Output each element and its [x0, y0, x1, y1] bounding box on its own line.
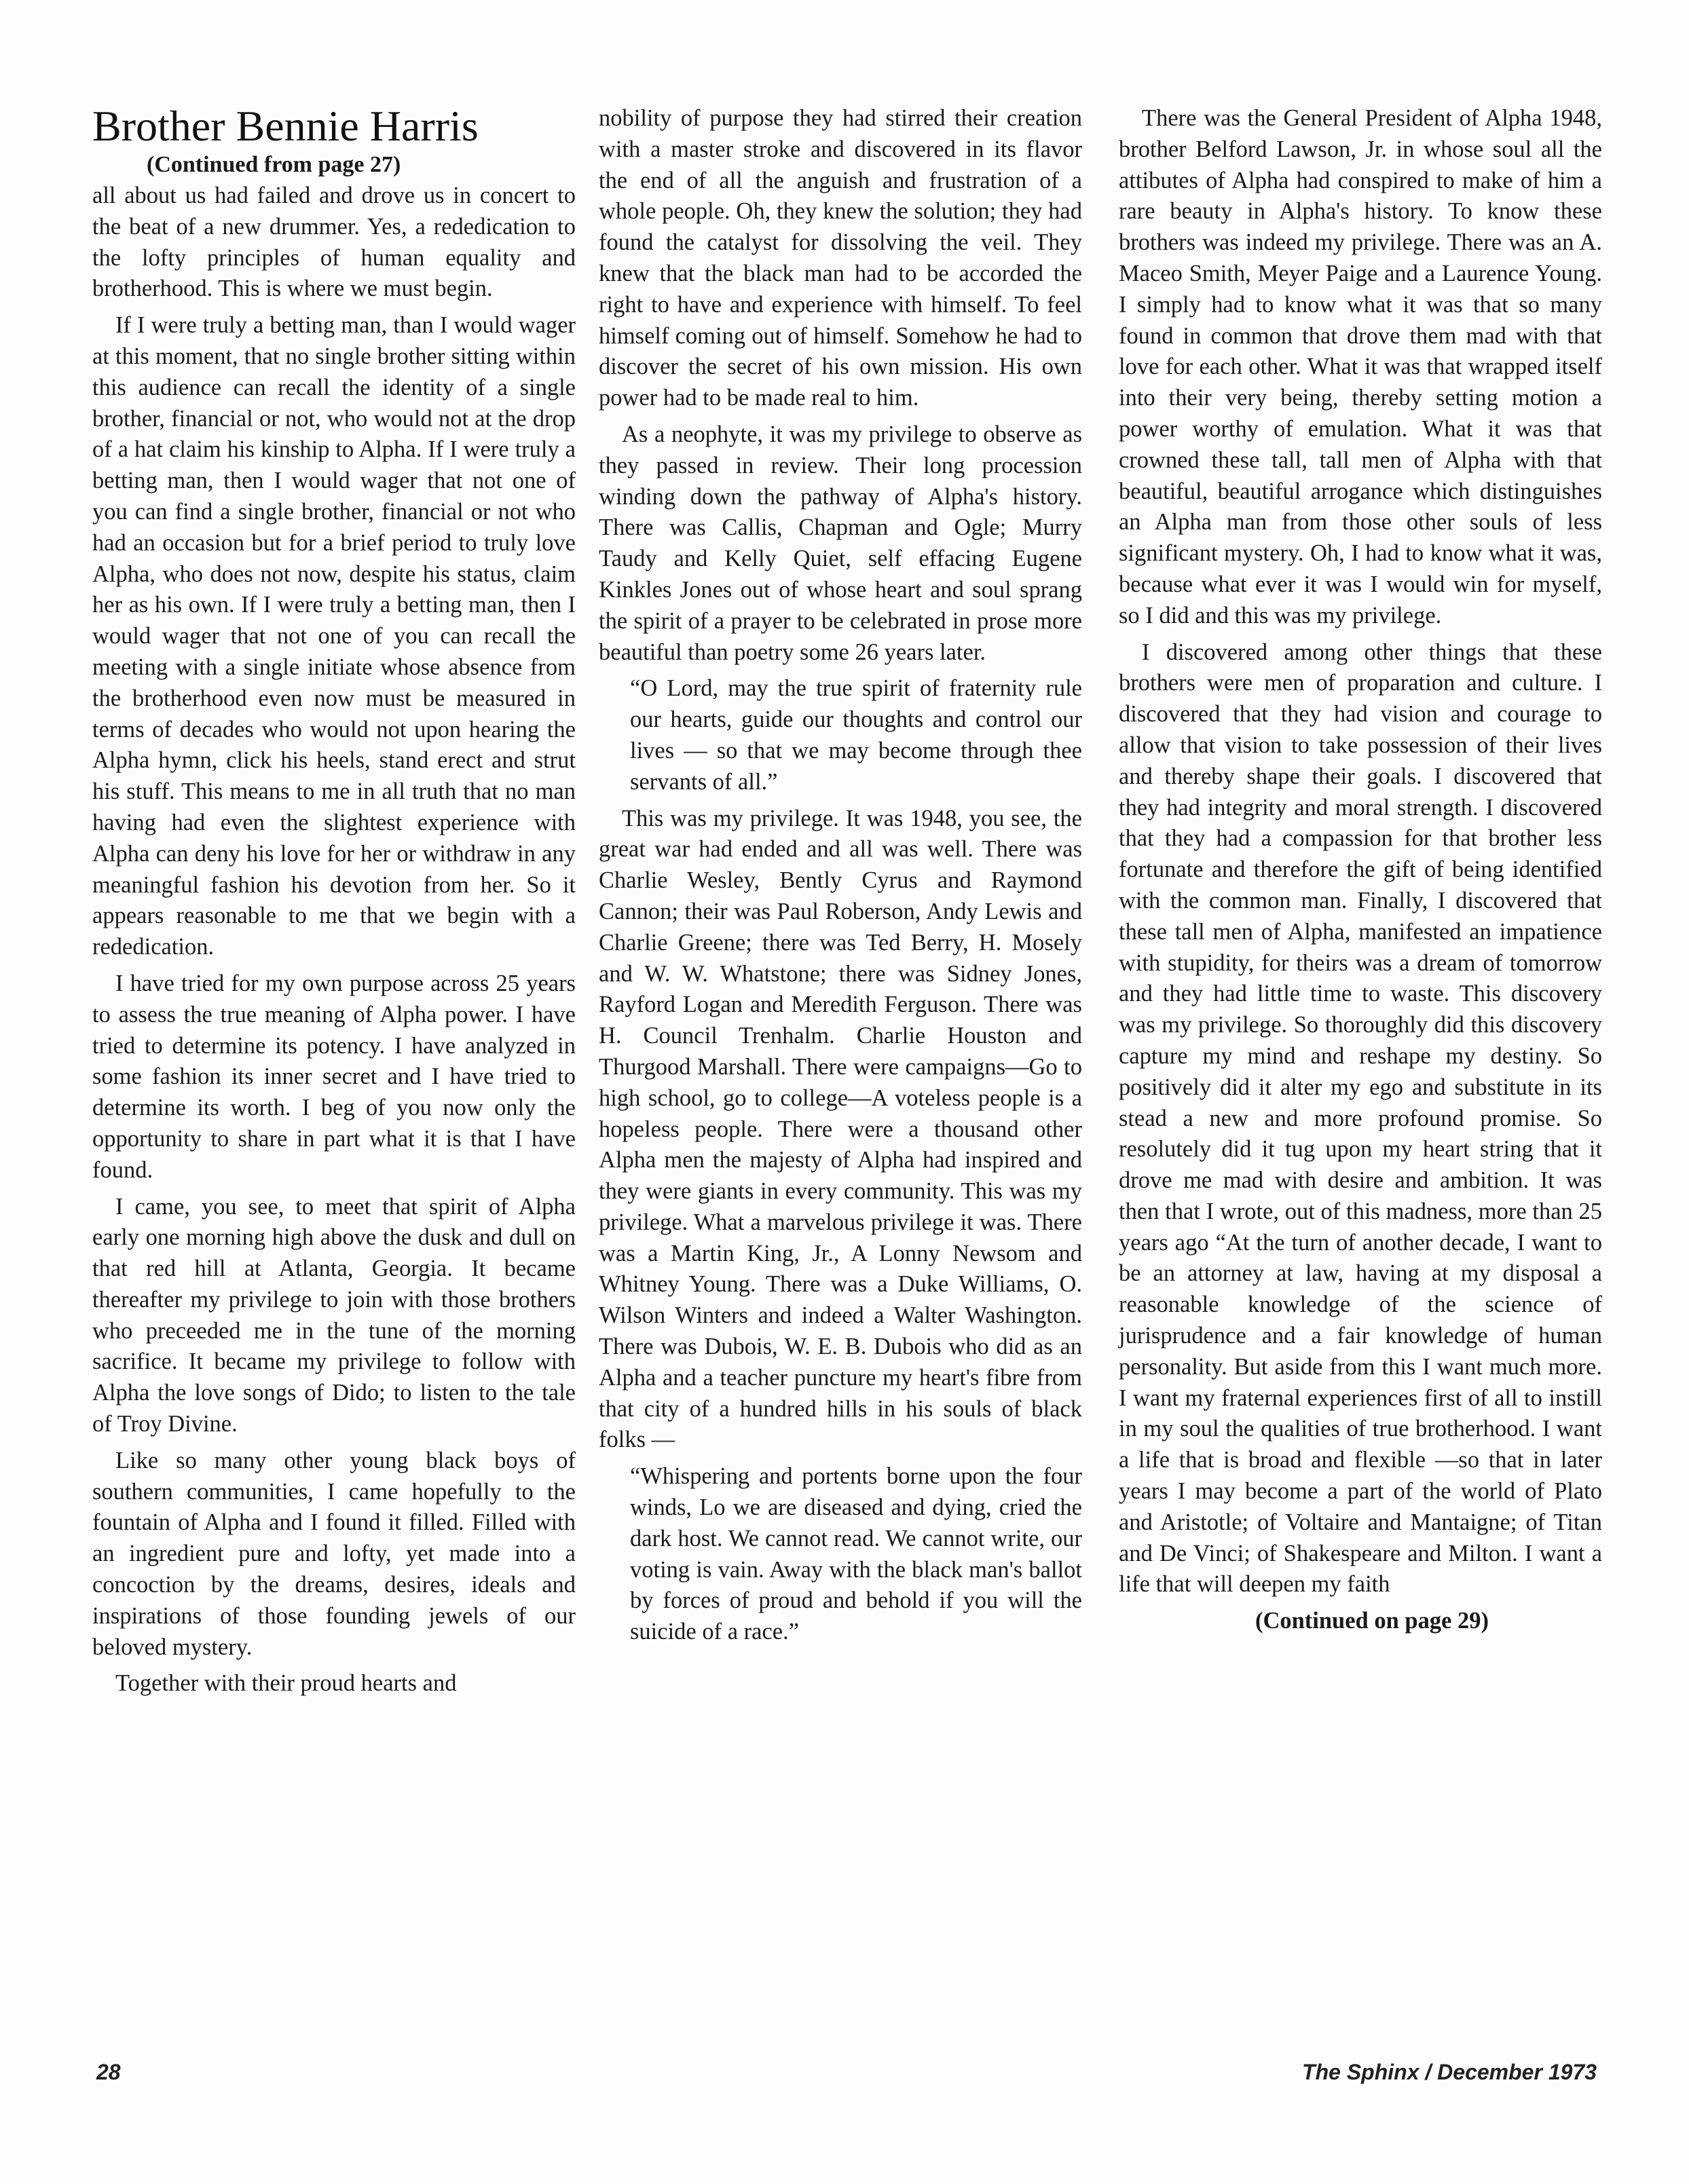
column-1 [92, 103, 576, 1705]
continued-on-note: (Continued on page 29) [1255, 1608, 1489, 1634]
paragraph: I came, you see, to meet that spirit of Alpha early one morning high above the dusk and dull on that red hill at Atlanta, Georgia. It became thereafter my privilege to join with those brothers who preceeded me in the tune of the morning sacrifice. It became my privilege to follow with Alpha the love songs of Dido; to listen to the tale of Troy Divine. [92, 1193, 576, 1437]
paragraph: If I were truly a betting man, than I would wager at this moment, that no single brother sitting within this audience can recall the identity of a single brother, financial or not, who would not at the drop of a hat claim his kinship to Alpha. If I were truly a betting man, then I would wager that not one of you can find a single brother, financial or not who had an occasion but for a brief period to truly love Alpha, who does not now, despite his status, claim her as his own. If I were truly a betting man, then I would wager that not one of you can recall the meeting with a single initiate whose absence from the brotherhood even now must be measured in terms of decades who would not upon hearing the Alpha hymn, click his heels, stand erect and strut his stuff. This means to me in all truth that no man having had even the slightest experience with Alpha can deny his love for her or withdraw in any meaningful fashion his devotion from her. So it appears reasonable to me that we begin with a rededication. [92, 312, 576, 960]
publication-footer: The Sphinx / December 1973 [1302, 2060, 1597, 2084]
prayer-quote: “O Lord, may the true spirit of fraternity rule our hearts, guide our thoughts and control our lives — so that we may become through thee servants of all.” [630, 675, 1082, 795]
continued-from-note: (Continued from page 27) [147, 152, 401, 177]
paragraph: all about us had failed and drove us in concert to the beat of a new drummer. Yes, a rededication to the lofty principles of human equality and brotherhood. This is where we must begin. [92, 183, 576, 302]
paragraph: As a neophyte, it was my privilege to observe as they passed in review. Their long procession winding down the pathway of Alpha's history. There was Callis, Chapman and Ogle; Murry Taudy and Kelly Quiet, self effacing Eugene Kinkles Jones out of whose heart and soul sprang the spirit of a prayer to be celebrated in prose more beautiful than poetry some 26 years later. [599, 421, 1082, 665]
page-number: 28 [96, 2060, 121, 2084]
article-title: Brother Bennie Harris [92, 102, 479, 150]
column-2 [599, 103, 1082, 1653]
paragraph: nobility of purpose they had stirred their creation with a master stroke and discovered in its flavor the end of all the anguish and frustration of a whole people. Oh, they knew the solution; they had found the catalyst for dissolving the veil. They knew that the black man had to be accorded the right to have and experience with himself. To feel himself coming out of himself. Somehow he had to discover the secret of his own mission. His own power had to be made real to him. [599, 105, 1082, 411]
paragraph: There was the General President of Alpha 1948, brother Belford Lawson, Jr. in whose soul all the attibutes of Alpha had conspired to make of him a rare beauty in Alpha's history. To know these brothers was indeed my privilege. There was an A. Maceo Smith, Meyer Paige and a Laurence Young. I simply had to know what it was that so many found in common that drove them mad with that love for each other. What it was that wrapped itself into their very being, thereby setting motion a power worthy of emulation. What it was that crowned these tall, tall men of Alpha with that beautiful, beautiful arrogance which distinguishes an Alpha man from those other souls of less significant mystery. Oh, I had to know what it was, because what ever it was I would win for myself, so I did and this was my privilege. [1119, 105, 1602, 628]
paragraph: Like so many other young black boys of southern communities, I came hopefully to the fountain of Alpha and I found it filled. Filled with an ingredient pure and lofty, yet made into a concoction by the dreams, desires, ideals and inspirations of those founding jewels of our beloved mystery. [92, 1447, 576, 1660]
paragraph: I have tried for my own purpose across 25 years to assess the true meaning of Alpha power. I have tried to determine its potency. I have analyzed in some fashion its inner secret and I have tried to determine its worth. I beg of you now only the opportunity to share in part what it is that I have found. [92, 970, 576, 1183]
paragraph: I discovered among other things that these brothers were men of proparation and culture. I discovered that they had vision and courage to allow that vision to take possession of their lives and thereby shape their goals. I discovered that they had integrity and moral strength. I discovered that they had a compassion for that brother less fortunate and therefore the gift of being identified with the common man. Finally, I discovered that these tall men of Alpha, manifested an impatience with stupidity, for theirs was a dream of tomorrow and they had little time to waste. This discovery was my privilege. So thoroughly did this discovery capture my mind and reshape my destiny. So positively did it alter my ego and substitute in its stead a new and more profound promise. So resolutely did it tug upon my heart string that it drove me mad with desire and ambition. It was then that I wrote, out of this madness, more than 25 years ago “At the turn of another decade, I want to be an attorney at law, having at my disposal a reasonable knowledge of the science of jurisprudence and a fair knowledge of human personality. But aside from this I want much more. I want my fraternal experiences first of all to instill in my soul the qualities of true brotherhood. I want a life that is broad and flexible —so that in later years I may become a part of the world of Plato and Aristotle; of Voltaire and Mantaigne; of Titan and De Vinci; of Shakespeare and Milton. I want a life that will deepen my faith [1119, 639, 1602, 1598]
column-3 [1119, 103, 1602, 1642]
paragraph: Together with their proud hearts and [115, 1670, 457, 1697]
dubois-quote: “Whispering and portents borne upon the four winds, Lo we are diseased and dying, cried the dark host. We cannot read. We cannot write, our voting is vain. Away with the black man's ballot by forces of proud and behold if you will the suicide of a race.” [630, 1463, 1082, 1645]
paragraph: This was my privilege. It was 1948, you see, the great war had ended and all was well. There was Charlie Wesley, Bently Cyrus and Raymond Cannon; their was Paul Roberson, Andy Lewis and Charlie Greene; there was Ted Berry, H. Mosely and W. W. Whatstone; there was Sidney Jones, Rayford Logan and Meredith Ferguson. There was H. Council Trenhalm. Charlie Houston and Thurgood Marshall. There were campaigns—Go to high school, go to college—A voteless people is a hopeless people. There were a thousand other Alpha men the majesty of Alpha had inspired and they were giants in every community. This was my privilege. What a marvelous privilege it was. There was a Martin King, Jr., A Lonny Newsom and Whitney Young. There was a Duke Williams, O. Wilson Winters and indeed a Walter Washington. There was Dubois, W. E. B. Dubois who did as an Alpha and a teacher puncture my heart's fibre from that city of a hundred hills in his souls of black folks — [599, 805, 1082, 1453]
